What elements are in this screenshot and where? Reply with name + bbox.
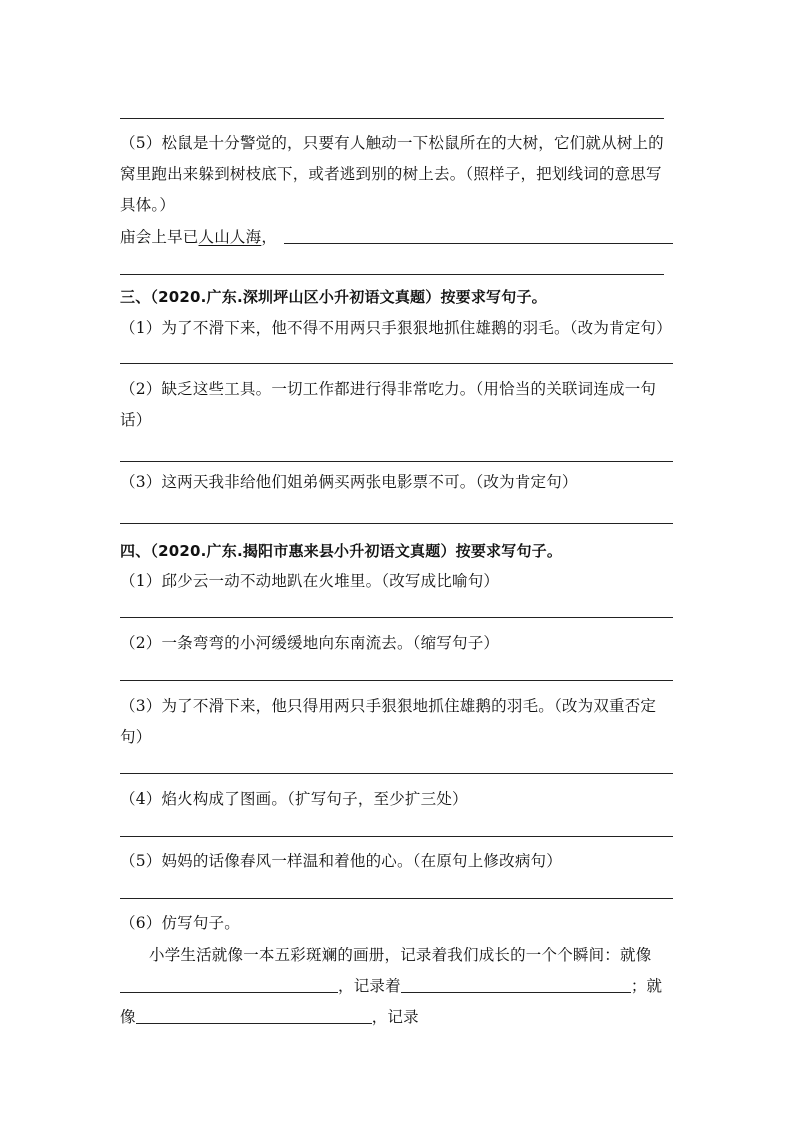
answer-line[interactable] — [120, 523, 673, 524]
answer-line[interactable] — [120, 461, 673, 462]
imitation-text: ，记录着 — [338, 977, 401, 995]
underlined-phrase: 人山人海 — [198, 228, 262, 246]
section-4-question-5: （5）妈妈的话像春风一样温和着他的心。（在原句上修改病句） — [120, 852, 562, 870]
fill-blank[interactable] — [120, 976, 338, 993]
section-4-question-3-line-2: 句） — [120, 728, 152, 746]
section-4-heading: 四、（2020.广东.揭阳市惠来县小升初语文真题）按要求写句子。 — [120, 542, 563, 560]
example-suffix: ， — [261, 228, 278, 246]
section-4-question-1: （1）邱少云一动不动地趴在火堆里。（改写成比喻句） — [120, 572, 500, 590]
answer-line[interactable] — [120, 617, 673, 618]
section-3-question-1: （1）为了不滑下来，他不得不用两只手狠狠地抓住雄鹅的羽毛。（改为肯定句） — [120, 319, 672, 337]
section-3-question-3: （3）这两天我非给他们姐弟俩买两张电影票不可。（改为肯定句） — [120, 473, 578, 491]
fill-blank[interactable] — [401, 976, 631, 993]
question-5-line-1: （5）松鼠是十分警觉的，只要有人触动一下松鼠所在的大树，它们就从树上的 — [120, 134, 664, 152]
section-3-question-2-line-2: 话） — [120, 411, 152, 429]
section-4-question-3-line-1: （3）为了不滑下来，他只得用两只手狠狠地抓住雄鹅的羽毛。（改为双重否定 — [120, 697, 657, 715]
answer-line[interactable] — [120, 274, 664, 275]
answer-line[interactable] — [120, 898, 673, 899]
question-5-line-3: 具体。） — [120, 196, 176, 214]
answer-line[interactable] — [120, 680, 673, 681]
example-prefix: 庙会上早已 — [120, 228, 199, 246]
section-4-question-6: （6）仿写句子。 — [120, 914, 240, 932]
answer-line[interactable] — [120, 836, 673, 837]
imitation-text: ；就 — [630, 977, 663, 995]
section-3-heading: 三、（2020.广东.深圳坪山区小升初语文真题）按要求写句子。 — [120, 288, 547, 306]
example-sentence — [120, 227, 277, 247]
imitation-text: ，记录 — [371, 1008, 419, 1026]
section-4-question-2: （2）一条弯弯的小河缓缓地向东南流去。（缩写句子） — [120, 634, 500, 652]
imitation-line-2 — [120, 976, 662, 996]
imitation-line-3 — [120, 1007, 419, 1027]
section-3-question-2-line-1: （2）缺乏这些工具。一切工作都进行得非常吃力。（用恰当的关联词连成一句 — [120, 380, 657, 398]
section-4-question-4: （4）焰火构成了图画。（扩写句子，至少扩三处） — [120, 790, 468, 808]
imitation-prompt: 小学生活就像一本五彩斑斓的画册，记录着我们成长的一个个瞬间：就像 — [149, 946, 652, 964]
question-5-line-2: 窝里跑出来躲到树枝底下，或者逃到别的树上去。（照样子，把划线词的意思写 — [120, 165, 662, 183]
fill-blank[interactable] — [136, 1007, 372, 1024]
answer-line[interactable] — [120, 363, 673, 364]
answer-line[interactable] — [284, 243, 673, 244]
imitation-text: 像 — [120, 1008, 136, 1026]
answer-line[interactable] — [120, 773, 673, 774]
answer-line[interactable] — [120, 118, 664, 119]
